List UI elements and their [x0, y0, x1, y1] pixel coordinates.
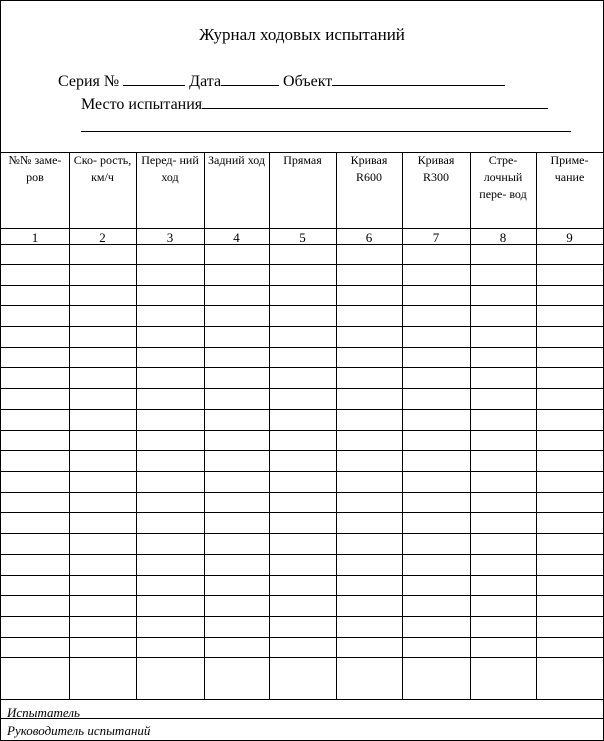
column-header-5: Прямая	[283, 153, 322, 167]
column-number-3: 3	[166, 230, 174, 245]
column-number-4: 4	[233, 230, 240, 245]
column-header-9: Приме- чание	[550, 153, 589, 184]
place-label: Место испытания	[81, 96, 203, 113]
column-number-7: 7	[432, 230, 440, 245]
column-number-5: 5	[299, 230, 306, 245]
table-row-line	[1, 554, 603, 555]
table-row-line	[1, 450, 603, 451]
table-row-line	[1, 595, 603, 596]
form-title: Журнал ходовых испытаний	[199, 25, 405, 44]
table-row-line	[1, 616, 603, 617]
table-row-line	[1, 512, 603, 513]
series-label: Серия №	[58, 73, 120, 90]
column-header-1: №№ заме- ров	[8, 153, 62, 184]
table-row-line	[1, 492, 603, 493]
column-number-6: 6	[365, 230, 373, 245]
table-row-line	[1, 347, 603, 348]
date-label: Дата	[189, 73, 222, 90]
test-lead-label: Руководитель испытаний	[7, 723, 151, 738]
column-number-8: 8	[499, 230, 507, 245]
column-header-6: Кривая R600	[350, 153, 388, 184]
table-row-line	[1, 637, 603, 638]
series-field[interactable]	[123, 71, 185, 86]
table-row-line	[1, 657, 603, 658]
object-label: Объект	[283, 73, 333, 90]
series-date-object-line	[58, 71, 505, 91]
table-row-line	[1, 228, 603, 229]
column-header-2: Ско- рость, км/ч	[73, 153, 132, 184]
object-field[interactable]	[332, 71, 505, 86]
column-header-3: Перед- ний ход	[141, 153, 199, 184]
table-row-line	[1, 699, 603, 700]
table-row-line	[1, 264, 603, 265]
table-row-line	[1, 718, 603, 719]
table-row-line	[1, 533, 603, 534]
column-number-1: 1	[31, 230, 39, 245]
table-row-line	[1, 409, 603, 410]
table-row-line	[1, 430, 603, 431]
date-field[interactable]	[221, 71, 279, 86]
column-number-2: 2	[99, 230, 106, 245]
table-row-line	[1, 285, 603, 286]
table-row-line	[1, 471, 603, 472]
column-header-8: Стре- лочный пере- вод	[479, 153, 527, 201]
column-header-4: Задний ход	[207, 153, 265, 167]
tester-label: Испытатель	[7, 705, 80, 720]
place-field-continuation[interactable]	[81, 131, 571, 132]
table-row-line	[1, 367, 603, 368]
column-number-9: 9	[566, 230, 573, 245]
column-header-7: Кривая R300	[417, 153, 455, 184]
table-row-line	[1, 305, 603, 306]
table-row-line	[1, 575, 603, 576]
place-field[interactable]	[202, 94, 548, 109]
table-row-line	[1, 388, 603, 389]
place-line	[81, 94, 548, 114]
table-row-line	[1, 326, 603, 327]
